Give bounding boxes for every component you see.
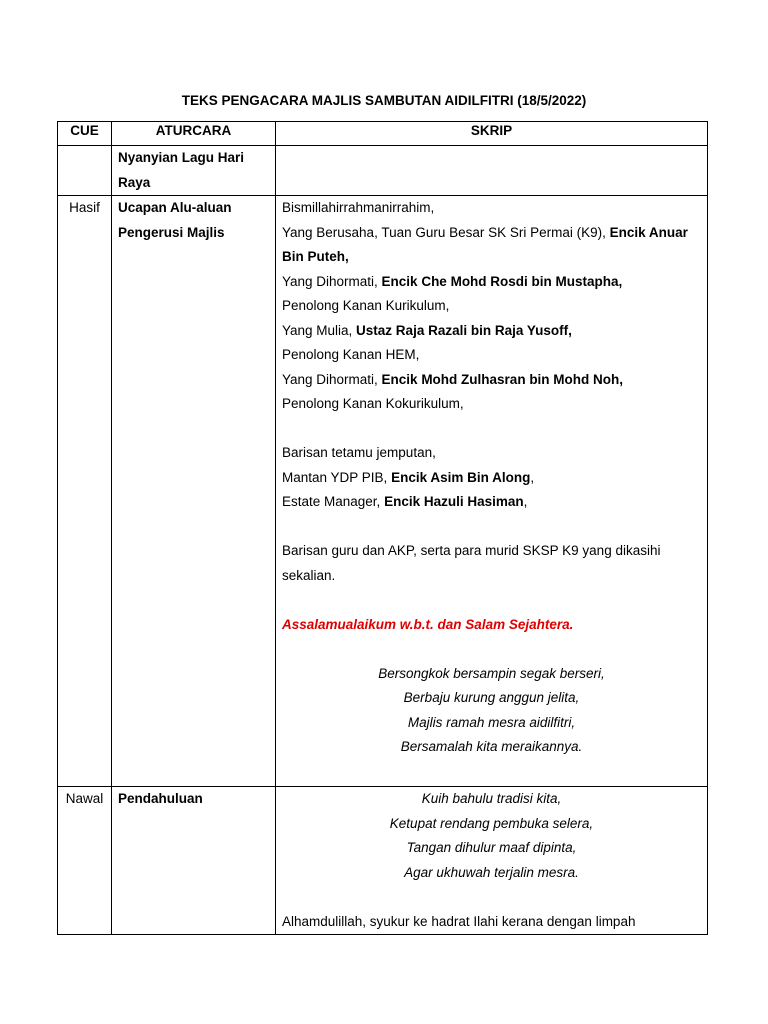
script-text: Yang Dihormati,: [282, 273, 382, 289]
script-line: Alhamdulillah, syukur ke hadrat Ilahi kerana dengan limpah: [282, 913, 636, 929]
guest-name: Ustaz Raja Razali bin Raja Yusoff,: [356, 322, 572, 338]
aturcara-cell: Nyanyian Lagu Hari Raya: [112, 146, 276, 196]
script-line: Penolong Kanan HEM,: [282, 347, 420, 362]
spacer: [282, 588, 701, 613]
poem-line: Ketupat rendang pembuka selera,: [389, 815, 594, 831]
guest-name: Encik Che Mohd Rosdi bin Mustapha,: [381, 273, 623, 289]
script-table: [57, 121, 708, 935]
script-text: Estate Manager,: [282, 494, 385, 509]
table-header-row: [58, 122, 708, 146]
script-line: [282, 466, 701, 491]
script-line: Barisan tetamu jemputan,: [282, 445, 436, 460]
script-text: Yang Berusaha, Tuan Guru Besar SK Sri Permai (K9),: [282, 224, 610, 240]
skrip-cell: [276, 787, 708, 935]
script-line: [282, 490, 701, 515]
script-line: [282, 319, 701, 344]
skrip-cell: [276, 196, 708, 787]
script-text: ,: [523, 494, 528, 509]
cue-cell: Nawal: [58, 787, 112, 935]
poem-line: Berbaju kurung anggun jelita,: [403, 690, 580, 705]
script-line: Penolong Kanan Kurikulum,: [282, 298, 450, 313]
poem-line: Bersongkok bersampin segak berseri,: [378, 665, 605, 681]
script-text: Mantan YDP PIB,: [282, 469, 392, 485]
script-text: Yang Dihormati,: [282, 371, 382, 387]
guest-name: Encik Hazuli Hasiman: [384, 494, 524, 509]
table-row: [58, 146, 708, 196]
guest-name: Encik Mohd Zulhasran bin Mohd Noh,: [381, 371, 624, 387]
poem-line: Agar ukhuwah terjalin mesra.: [404, 864, 579, 880]
guest-name: Encik Asim Bin Along: [391, 469, 531, 485]
aturcara-cell: Pendahuluan: [112, 787, 276, 935]
greeting-line: Assalamualaikum w.b.t. dan Salam Sejahtera.: [282, 616, 574, 632]
cue-cell: [58, 146, 112, 196]
script-text: Yang Mulia,: [282, 322, 357, 338]
poem-line: Tangan dihulur maaf dipinta,: [406, 840, 577, 855]
script-text: ,: [530, 469, 535, 485]
table-row: [58, 787, 708, 935]
script-line: [282, 270, 701, 295]
document-title: TEKS PENGACARA MAJLIS SAMBUTAN AIDILFITRI (18/5/2022): [181, 93, 587, 108]
spacer: [282, 515, 701, 540]
poem-line: Kuih bahulu tradisi kita,: [421, 791, 562, 806]
spacer: [282, 417, 701, 442]
guest-name: Encik Anuar Bin Puteh,: [282, 224, 688, 264]
poem-line: Majlis ramah mesra aidilfitri,: [407, 714, 576, 730]
header-aturcara: ATURCARA: [112, 122, 276, 146]
script-line: Barisan guru dan AKP, serta para murid SKSP K9 yang dikasihi sekalian.: [282, 543, 661, 583]
header-skrip: SKRIP: [276, 122, 708, 146]
poem-line: Bersamalah kita meraikannya.: [400, 739, 583, 754]
aturcara-cell: Ucapan Alu-aluan Pengerusi Majlis: [112, 196, 276, 787]
script-line: Bismillahirrahmanirrahim,: [282, 200, 435, 215]
script-line: [282, 368, 701, 393]
table-row: [58, 196, 708, 787]
skrip-cell: [276, 146, 708, 196]
spacer: [282, 885, 701, 910]
cue-cell: Hasif: [58, 196, 112, 787]
script-line: Penolong Kanan Kokurikulum,: [282, 396, 464, 411]
header-cue: CUE: [58, 122, 112, 146]
spacer: [282, 637, 701, 662]
script-line: [282, 221, 701, 270]
